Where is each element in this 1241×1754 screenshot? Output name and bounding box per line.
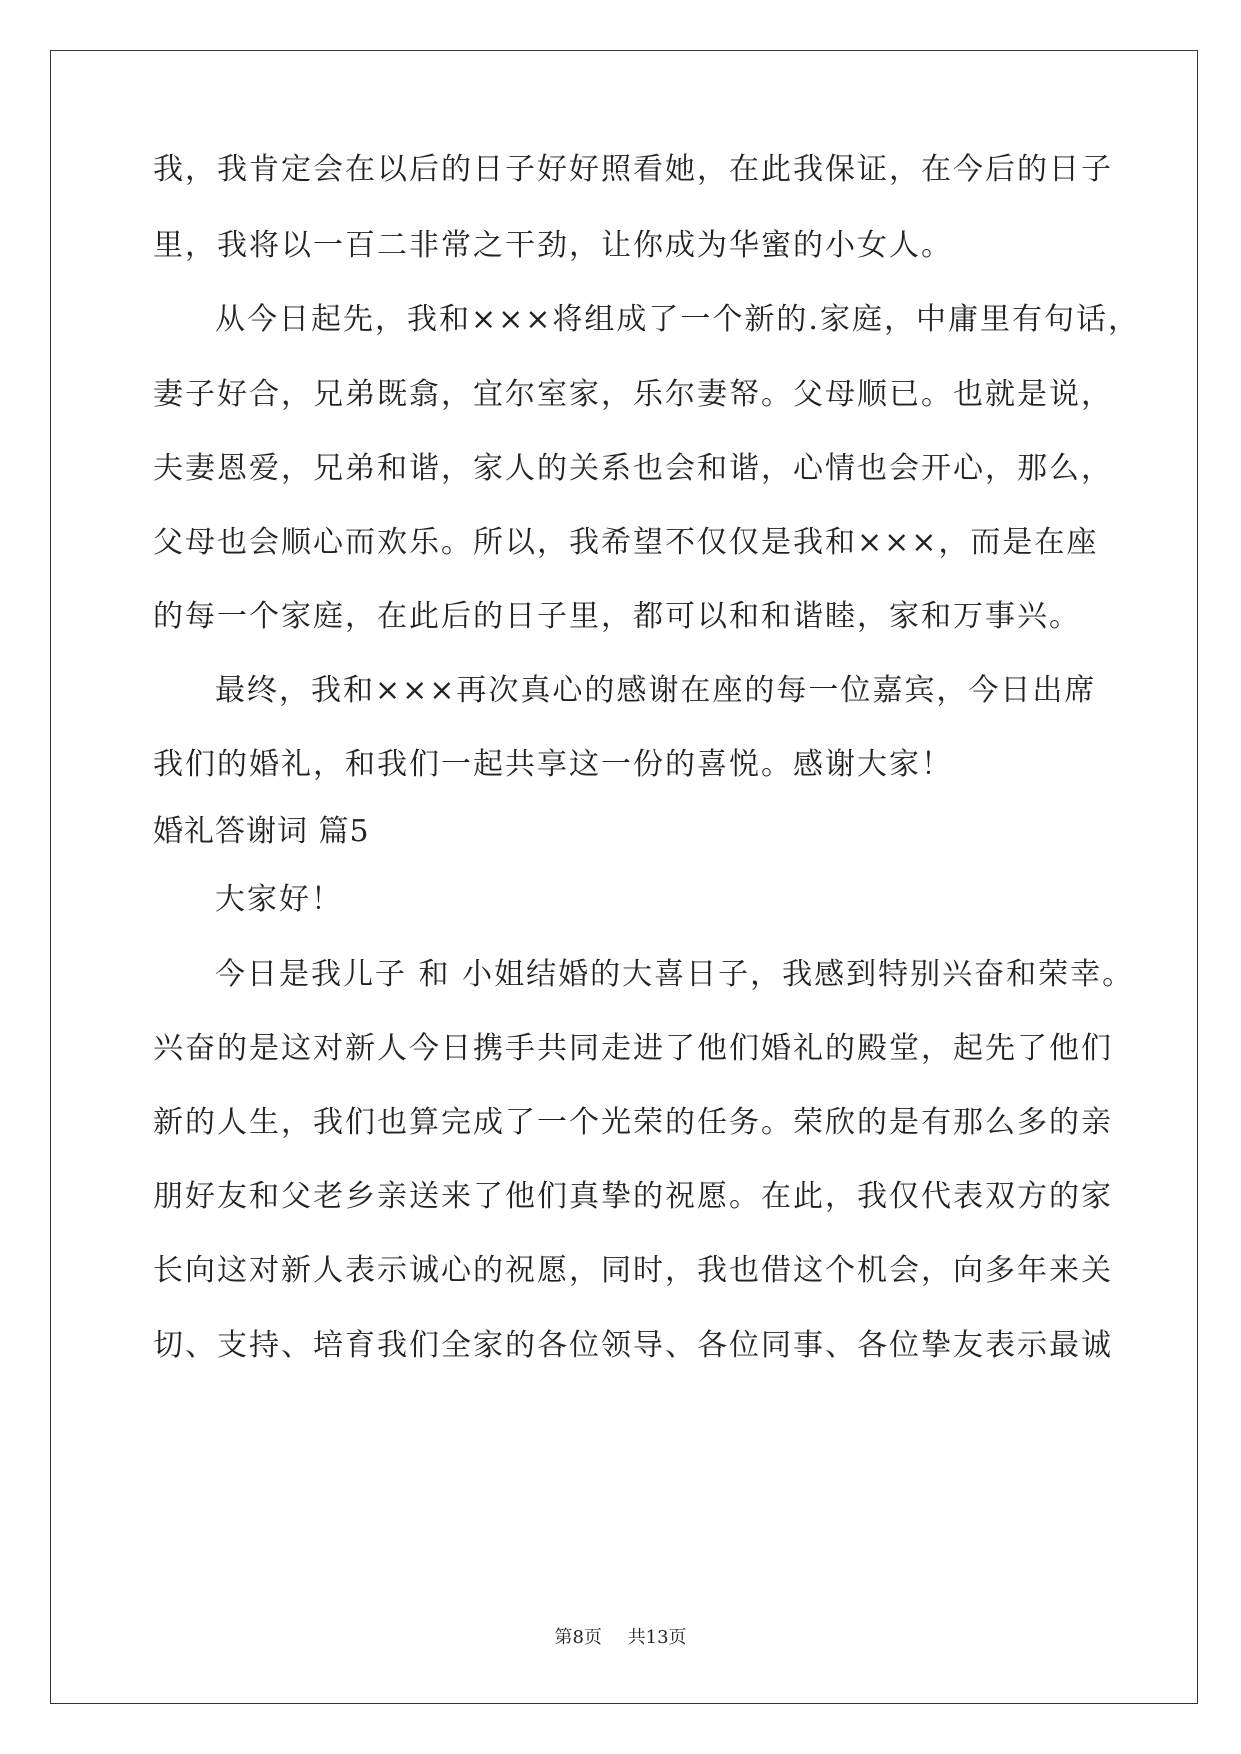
text-line: 兴奋的是这对新人今日携手共同走进了他们婚礼的殿堂，起先了他们 bbox=[153, 1031, 1113, 1066]
paragraph-start-line: 最终，我和×××再次真心的感谢在座的每一位嘉宾，今日出席 bbox=[215, 673, 1097, 708]
paragraph-start-line: 从今日起先，我和×××将组成了一个新的.家庭，中庸里有句话， bbox=[215, 302, 1140, 337]
text-line: 里，我将以一百二非常之干劲，让你成为华蜜的小女人。 bbox=[153, 228, 953, 263]
text-line: 新的人生，我们也算完成了一个光荣的任务。荣欣的是有那么多的亲 bbox=[153, 1105, 1113, 1140]
page-total: 共13页 bbox=[627, 1627, 687, 1648]
text-line: 我们的婚礼，和我们一起共享这一份的喜悦。感谢大家！ bbox=[153, 747, 953, 782]
text-line: 的每一个家庭，在此后的日子里，都可以和和谐睦，家和万事兴。 bbox=[153, 599, 1081, 634]
text-line: 夫妻恩爱，兄弟和谐，家人的关系也会和谐，心情也会开心，那么， bbox=[153, 451, 1113, 486]
text-line: 父母也会顺心而欢乐。所以，我希望不仅仅是我和×××，而是在座 bbox=[153, 525, 1099, 560]
text-line: 长向这对新人表示诚心的祝愿，同时，我也借这个机会，向多年来关 bbox=[153, 1253, 1113, 1288]
page-border bbox=[50, 50, 1198, 1704]
greeting-line: 大家好！ bbox=[215, 882, 343, 917]
paragraph-start-line: 今日是我儿子 和 小姐结婚的大喜日子，我感到特别兴奋和荣幸。 bbox=[215, 957, 1135, 992]
text-line: 妻子好合，兄弟既翕，宜尔室家，乐尔妻帑。父母顺已。也就是说， bbox=[153, 377, 1113, 412]
page-number: 第8页 bbox=[554, 1627, 602, 1648]
text-line: 朋好友和父老乡亲送来了他们真挚的祝愿。在此，我仅代表双方的家 bbox=[153, 1179, 1113, 1214]
text-line: 我，我肯定会在以后的日子好好照看她，在此我保证，在今后的日子 bbox=[153, 152, 1113, 187]
text-line: 切、支持、培育我们全家的各位领导、各位同事、各位挚友表示最诚 bbox=[153, 1328, 1113, 1363]
section-heading: 婚礼答谢词 篇5 bbox=[153, 814, 370, 849]
page-footer bbox=[0, 1626, 1241, 1650]
